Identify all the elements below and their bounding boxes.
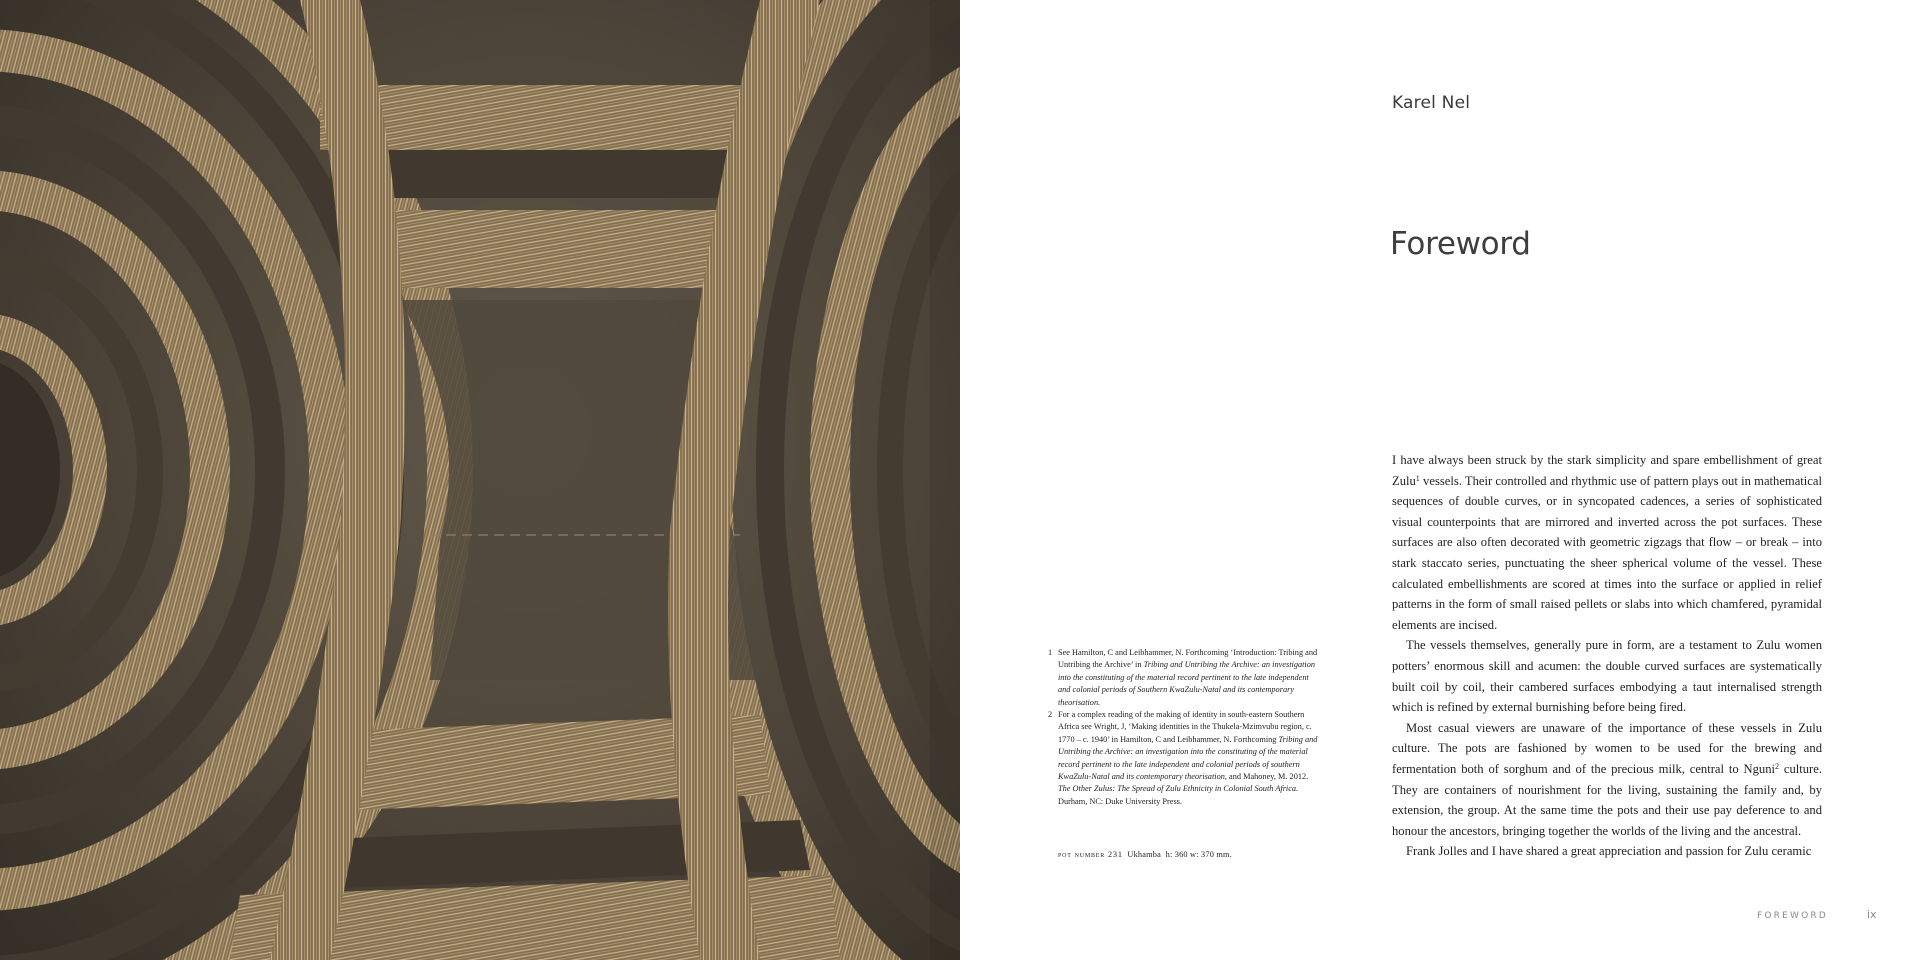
paragraph-4: Frank Jolles and I have shared a great appreciation and passion for Zulu ceramic bbox=[1406, 844, 1812, 859]
paragraph-3: Most casual viewers are unaware of the importance of these vessels in Zulu culture. The pots are fashioned by women to be used for the brewing and fermentation both of sorghum and of the precious milk, central to Nguni$^2$ culture. They are containers of nourishment for the living, sustaining the family and, by extension, the group. At the same time the pots and their use pay deference to and honour the ancestors, bringing together the worlds of the living and the ancestral. bbox=[1392, 720, 1822, 838]
footnote-1 bbox=[1048, 647, 1320, 709]
body-text bbox=[1392, 450, 1822, 862]
running-head: FOREWORD bbox=[1757, 911, 1828, 921]
footnote-number: 1 bbox=[1048, 648, 1053, 657]
footnotes bbox=[1048, 647, 1320, 808]
caption-dimensions: h: 360 w: 370 mm. bbox=[1165, 850, 1232, 859]
footnote-2 bbox=[1048, 709, 1320, 808]
footnote-text: See Hamilton, C and Leibhammer, N. Forthcoming ‘Introduction: Tribing and Untribing the Archive’ in Tribing and Untribing the Archive: an investigation into the constituting of the material record pertinent to the late independent and colonial periods of Southern KwaZulu-Natal and its contemporary theorisation. bbox=[1058, 648, 1318, 707]
footnote-ref-1[interactable]: 1 bbox=[1415, 473, 1420, 483]
photo-caption bbox=[1058, 850, 1232, 859]
page-number: ix bbox=[1867, 908, 1877, 921]
footnote-text: For a complex reading of the making of identity in south-eastern Southern Africa see Wright, J, ‘Making identities in the Thukela-Mzimvubu region, c. 1770 – c. 1940’ in Hamilton, C and Leibhammer, N. Forthcoming Tribing and Untribing the Archive: an investigation into the constituting of the material record pertinent to the late independent and colonial periods of southern KwaZulu-Natal and its contemporary theorisation, and Mahoney, M. 2012. The Other Zulus: The Spread of Zulu Ethnicity in Colonial South Africa. Durham, NC: Duke University Press. bbox=[1058, 710, 1318, 806]
caption-label: pot number 231 bbox=[1058, 850, 1123, 859]
chapter-title: Foreword bbox=[1390, 225, 1531, 262]
paragraph-2: The vessels themselves, generally pure in form, are a testament to Zulu women potters’ enormous skill and acumen: the double curved surfaces are systematically built coil by coil, their cambered surfaces embodying a taut internalised strength which is refined by external burnishing before being fired. bbox=[1392, 638, 1822, 715]
footnote-number: 2 bbox=[1048, 710, 1053, 720]
paragraph-1: I have always been struck by the stark simplicity and spare embellishment of great Zulu$^1$ vessels. Their controlled and rhythmic use of pattern plays out in mathematical sequences of double curves, or in syncopated cadences, a series of sophisticated visual counterpoints that are mirrored and inverted across the pot surfaces. These surfaces are also often decorated with geometric zigzags that flow – or break – into stark staccato series, punctuating the sheer spherical volume of the vessel. These calculated embellishments are scored at times into the surface or applied in relief patterns in the form of small raised pellets or slabs into which chamfered, pyramidal elements are incised. bbox=[1392, 453, 1822, 632]
author-name: Karel Nel bbox=[1392, 93, 1471, 113]
caption-name: Ukhamba bbox=[1127, 850, 1162, 859]
footnote-ref-2[interactable]: 2 bbox=[1775, 761, 1780, 771]
